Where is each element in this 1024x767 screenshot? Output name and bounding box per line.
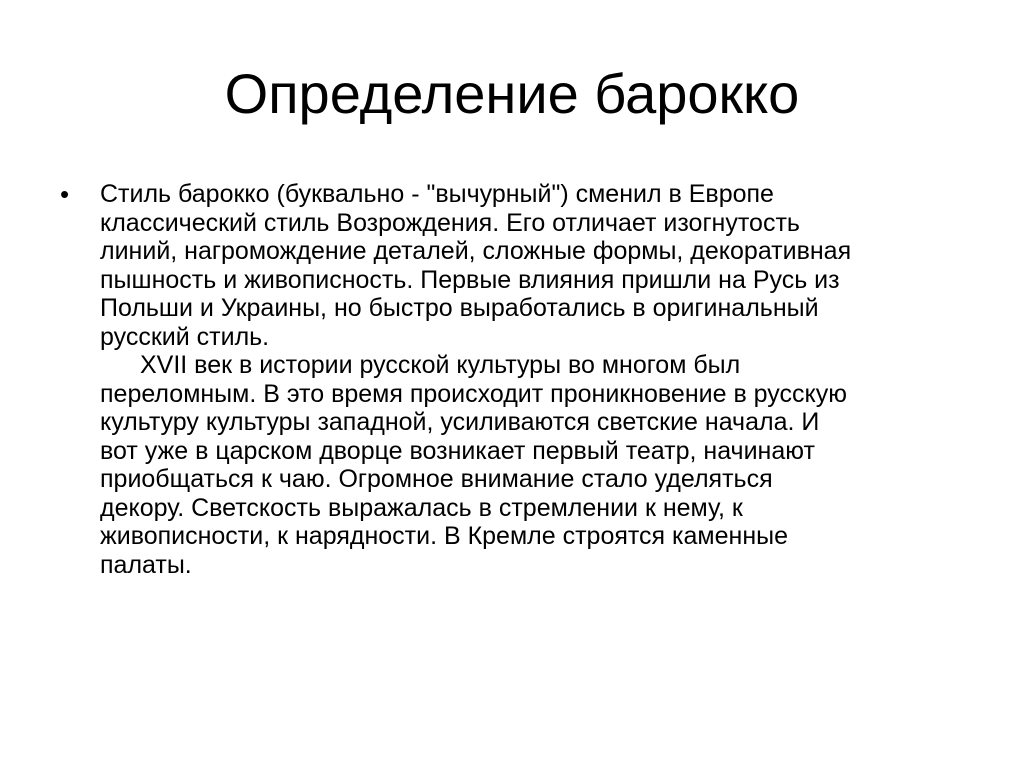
text-line: культуру культуры западной, усиливаются светские начала. И xyxy=(100,408,820,436)
text-line: классический стиль Возрождения. Его отличает изогнутость xyxy=(100,208,800,237)
bullet-marker: • xyxy=(60,179,70,209)
text-line: пышность и живописность. Первые влияния пришли на Русь из xyxy=(100,265,840,294)
bullet-text xyxy=(100,180,980,579)
text-line: декору. Светскость выражалась в стремлении к нему, к xyxy=(100,493,743,522)
slide-title: Определение барокко xyxy=(224,62,800,125)
text-line: линий, нагромождение деталей, сложные формы, декоративная xyxy=(100,237,852,265)
text-line: русский стиль. xyxy=(100,322,270,351)
text-line: Стиль барокко (буквально - "вычурный") сменил в Европе xyxy=(100,180,774,208)
text-line: вот уже в царском дворце возникает первый театр, начинают xyxy=(100,436,815,465)
text-line: палаты. xyxy=(100,550,192,579)
text-line: Польши и Украины, но быстро выработались в оригинальный xyxy=(100,294,819,322)
text-line: приобщаться к чаю. Огромное внимание стало уделяться xyxy=(100,465,773,493)
text-line: переломным. В это время происходит проникновение в русскую xyxy=(100,379,847,408)
text-line: живописности, к нарядности. В Кремле строятся каменные xyxy=(100,522,789,550)
text-line-indented: XVII век в истории русской культуры во многом был xyxy=(140,351,741,379)
